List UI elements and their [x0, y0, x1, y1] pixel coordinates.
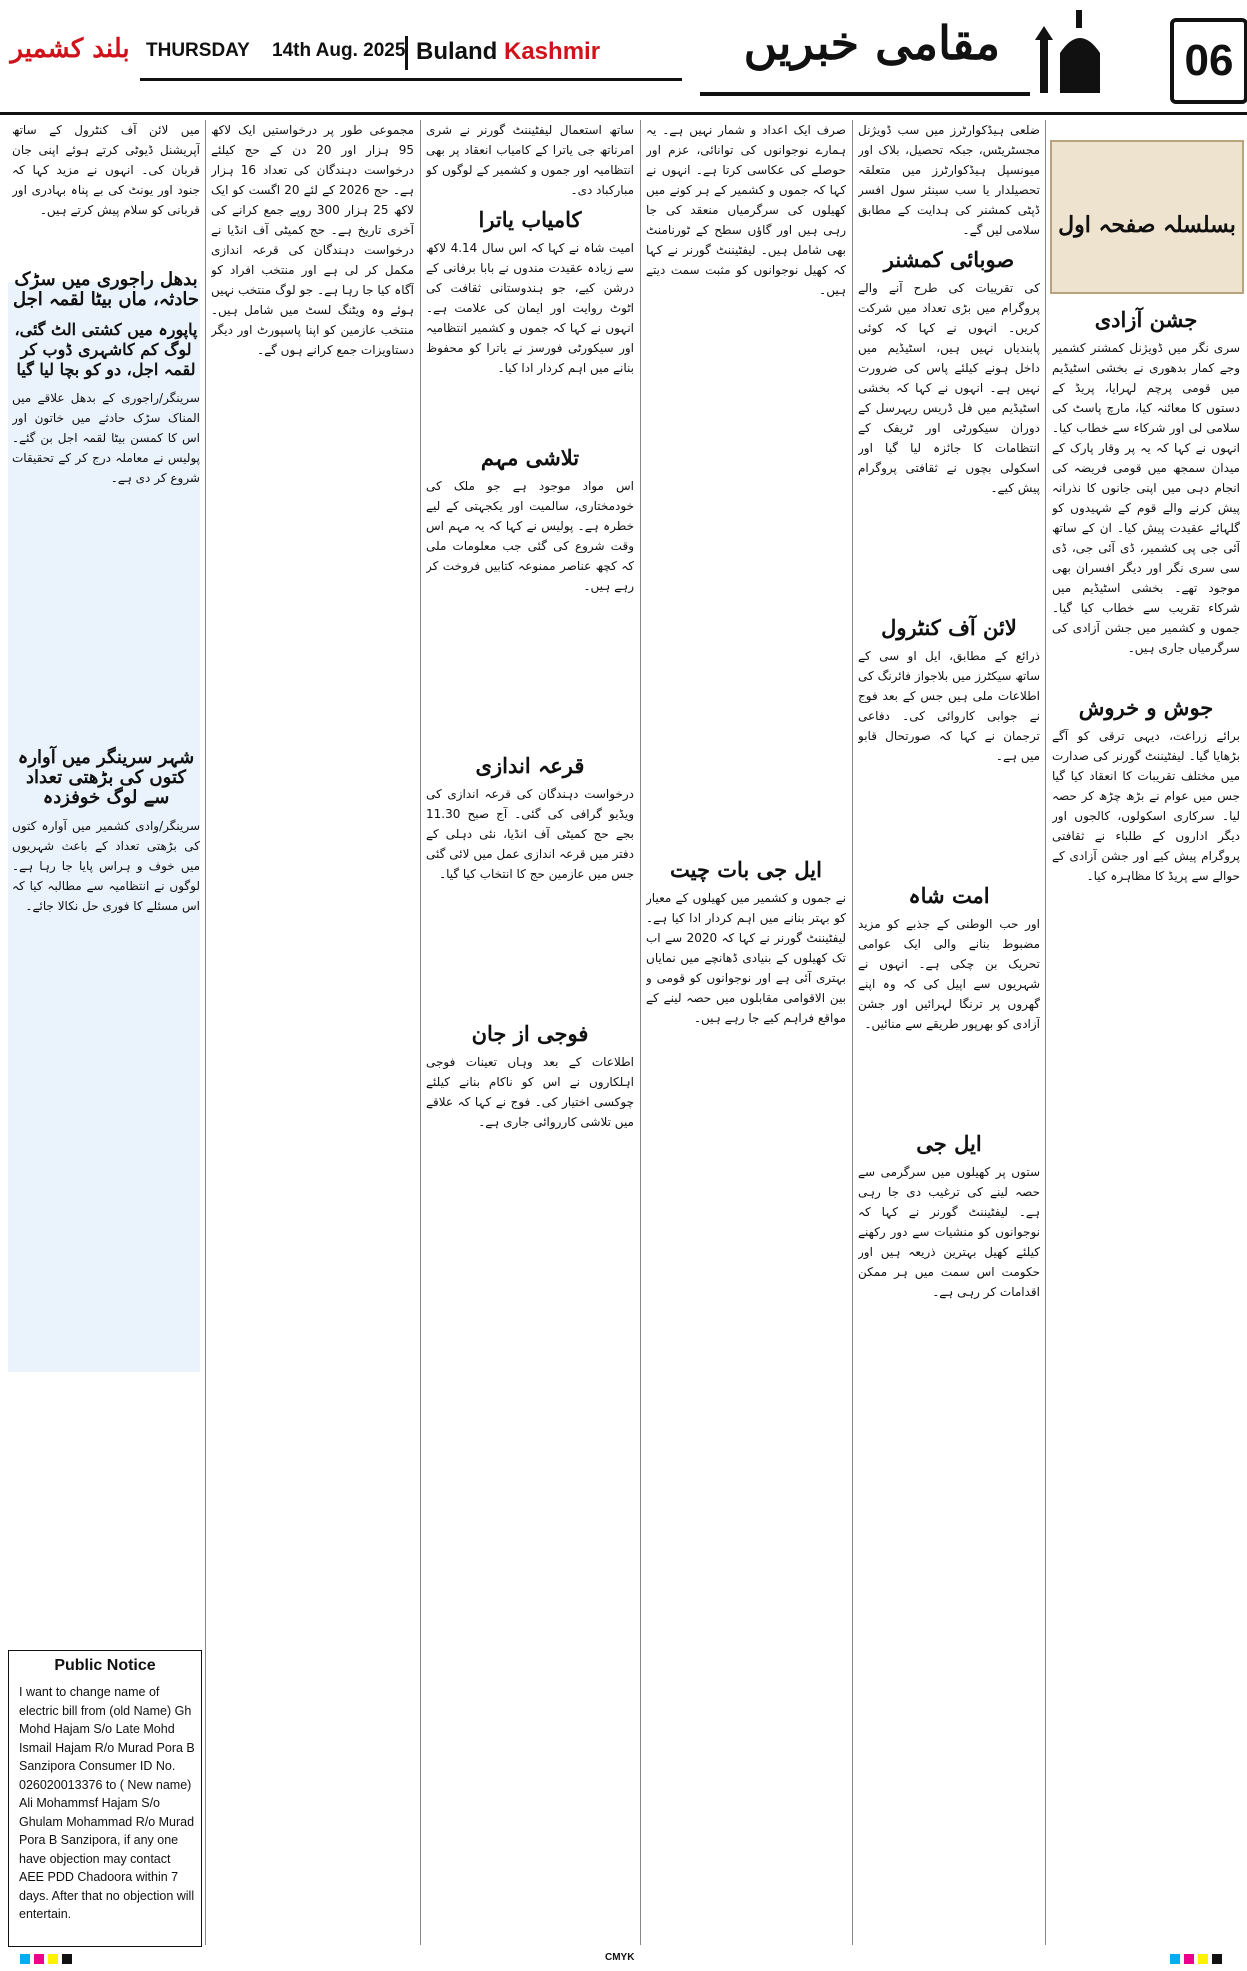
yellow-swatch [1198, 1954, 1208, 1964]
cyan-swatch [20, 1954, 30, 1964]
issue-date: 14th Aug. 2025 [272, 40, 406, 61]
headline-amit-shah: امت شاہ [908, 883, 990, 908]
public-notice-title: Public Notice [54, 1657, 156, 1674]
headline-fauji-jan: فوجی از جان [471, 1021, 589, 1046]
buland-kashmir-logo: بلند کشمیر [10, 34, 130, 64]
column-divider [1045, 120, 1046, 1945]
top-rule [0, 112, 1247, 115]
headline-boat-capsize: پاپورہ میں کشتی الٹ گئی، لوگ کم کاشہری ڈوب کر لقمہ اجل، دو کو بچا لیا گیا [14, 320, 198, 379]
continuation-banner [1050, 140, 1244, 294]
article-body: نے جموں و کشمیر میں کھیلوں کے معیار کو بہتر بنانے میں اہم کردار ادا کیا ہے۔ لیفٹیننٹ گورنر نے کہا کہ 2020 سے اب تک کھیلوں کے بنیادی ڈھانچے میں نمایاں بہتری آئی ہے اور نوجوانوں کو قومی و بین الاقوامی مقابلوں میں حصہ لینے کے مواقع فراہم کیے جا رہے ہیں۔ [646, 891, 846, 1025]
headline-lg: ایل جی [916, 1131, 982, 1156]
article-body: سری نگر میں ڈویژنل کمشنر کشمیر وجے کمار بدھوری نے بخشی اسٹیڈیم میں قومی پرچم لہرایا، پریڈ کے دستوں کا معائنہ کیا، مارچ پاسٹ کی سلامی لی اور شرکاء سے خطاب کیا۔ انہوں نے کہا کہ یہ پر وقار پارک کے میدان سمجھ میں قومی فریضہ کی انجام دہی میں اپنی جانوں کا نذرانہ پیش کرنے والے قوم کے شہیدوں کو گلہائے عقیدت پیش کیا۔ ان کے ساتھ آئی جی پی کشمیر، ڈی آئی جی، ڈی سی سری نگر اور دیگر افسران بھی موجود تھے۔ بخشی اسٹیڈیم میں شرکاء تقریب سے خطاب کیا گیا۔ جموں و کشمیر میں جشن آزادی کی سرگرمیاں جاری ہیں۔ [1052, 341, 1240, 655]
magenta-swatch [1184, 1954, 1194, 1964]
headline-qura-andazi: قرعہ اندازی [475, 753, 585, 778]
public-notice [8, 1650, 202, 1947]
article-body: ساتھ استعمال لیفٹیننٹ گورنر نے شری امرناتھ جی یاترا کے کامیاب انعقاد پر بھی انتظامیہ اور جموں و کشمیر کے لوگوں کو مبارکباد دی۔ [426, 123, 634, 197]
headline-jashn-azadi: جشن آزادی [1094, 307, 1198, 332]
divider [405, 36, 408, 70]
column-divider [640, 120, 641, 1945]
headline-loc: لائن آف کنٹرول [881, 615, 1017, 640]
article-body: مجموعی طور پر درخواستیں ایک لاکھ 95 ہزار اور 20 دن کے حج کیلئے درخواست دہندگان کی تعداد 16 ہزار ہے۔ حج 2026 کے لئے 20 اگست کو ایک لاکھ 25 ہزار 300 روپے جمع کرانے کی آخری تاریخ ہے۔ حج کمیٹی آف انڈیا نے درخواست دہندگان کی قرعہ اندازی مکمل کر لی ہے اور منتخب افراد کو آگاہ کیا جا رہا ہے۔ جو لوگ منتخب نہیں ہوئے وہ ویٹنگ لسٹ میں شامل ہیں۔ منتخب عازمین کو اپنا پاسپورٹ اور دیگر دستاویزات جمع کرانے ہوں گے۔ [211, 123, 414, 357]
article-body: درخواست دہندگان کی قرعہ اندازی کی ویڈیو گرافی کی گئی۔ آج صبح 11.30 بجے حج کمیٹی آف انڈیا، نئی دہلی کے دفتر میں قرعہ اندازی عمل میں لائی گئی جس میں عازمین حج کا انتخاب کیا گیا۔ [426, 787, 634, 881]
headline-subai-commissioner: صوبائی کمشنر [883, 247, 1015, 272]
article-body: ضلعی ہیڈکوارٹرز میں سب ڈویژنل مجسٹریٹس، جبکہ تحصیل، بلاک اور میونسپل ہیڈکوارٹرز میں متعلقہ تحصیلدار یا سب سینئر سول افسر ڈپٹی کمشنر کی ہدایت کے مطابق سلامی لیں گے۔ [858, 123, 1040, 237]
issue-day: THURSDAY [146, 40, 250, 61]
article-body: ستوں پر کھیلوں میں سرگرمی سے حصہ لینے کی ترغیب دی جا رہی ہے۔ لیفٹیننٹ گورنر نے کہا کہ نوجوانوں کو منشیات سے دور رکھنے کیلئے کھیل بہترین ذریعہ ہیں اور حکومت اس سمت میں ہر ممکن اقدامات کر رہی ہے۔ [858, 1165, 1040, 1299]
magenta-swatch [34, 1954, 44, 1964]
column-divider [205, 120, 206, 1945]
banner-label: بسلسلہ صفحہ اول [1058, 212, 1236, 238]
headline-budhal-accident: بدھل راجوری میں سڑک حادثہ، ماں بیٹا لقمہ اجل [12, 269, 200, 310]
headline-josh: جوش و خروش [1078, 695, 1214, 720]
article-body: میں لائن آف کنٹرول کے ساتھ آپریشنل ڈیوٹی کرتے ہوئے اپنی جان قربان کی۔ انہوں نے مزید کہا کہ جنود اور یونٹ کی بے پناہ بہادری اور قربانی کو سلام پیش کرتے ہیں۔ [12, 123, 200, 217]
cyan-swatch [1170, 1954, 1180, 1964]
header-rule [140, 78, 682, 81]
headline-stray-dogs: شہر سرینگر میں آوارہ کتوں کی بڑھتی تعداد سے لوگ خوفزدہ [17, 747, 195, 808]
paper-name [416, 38, 600, 66]
headline-talashi-muhim: تلاشی مہم [480, 445, 580, 470]
column-2 [12, 120, 200, 1640]
article-body: سرینگر/وادی کشمیر میں آوارہ کتوں کی بڑھتی تعداد کے باعث شہریوں میں خوف و ہراس پایا جا رہا ہے۔ لوگوں نے انتظامیہ سے مطالبہ کیا کہ اس مسئلے کا فوری حل نکالا جائے۔ [12, 819, 200, 913]
column-7 [1052, 300, 1240, 1940]
article-body: امیت شاہ نے کہا کہ اس سال 4.14 لاکھ سے زیادہ عقیدت مندوں نے بابا برفانی کے درشن کیے، جو ہندوستانی ثقافت کی اٹوٹ روایت اور ایمان کی علامت ہے۔ انہوں نے کہا کہ جموں و کشمیر انتظامیہ اور سیکورٹی فورسز نے یاترا کو محفوظ بنانے میں اہم کردار ادا کیا۔ [426, 241, 634, 375]
page-number: 06 [1170, 18, 1247, 104]
article-body: اطلاعات کے بعد وہاں تعینات فوجی اہلکاروں نے اس کو ناکام بنانے کیلئے چوکسی اختیار کی۔ فوج نے کہا کہ علاقے میں تلاشی کارروائی جاری ہے۔ [426, 1055, 634, 1129]
black-swatch [62, 1954, 72, 1964]
article-body: کی تقریبات کی طرح آنے والے پروگرام میں بڑی تعداد میں شرکت کریں۔ انہوں نے کہا کہ کوئی پابندیاں نہیں ہیں، اسٹیڈیم میں داخل ہونے کیلئے پاس کی ضرورت نہیں ہے۔ انہوں نے کہا کہ بخشی اسٹیڈیم میں فل ڈریس ریہرسل کے دوران سیکورٹی اور ٹریفک کے انتظامات کا جائزہ لیا گیا اور اسکولی بچوں نے ثقافتی پروگرام پیش کیے۔ [858, 281, 1040, 495]
black-swatch [1212, 1954, 1222, 1964]
yellow-swatch [48, 1954, 58, 1964]
article-body: برائے زراعت، دیہی ترقی کو آگے بڑھایا گیا۔ لیفٹیننٹ گورنر کی صدارت میں مختلف تقریبات کا انعقاد کیا گیا جس میں عوام نے بڑھ چڑھ کر حصہ لیا۔ سرکاری اسکولوں، کالجوں اور دیگر اداروں کے طلباء نے ثقافتی پروگرام پیش کیے اور جشن آزادی کے حوالے سے پریڈ کا مظاہرہ کیا۔ [1052, 729, 1240, 883]
headline-lg-baat-cheet: ایل جی بات چیت [670, 857, 822, 882]
paper-name-part2: Kashmir [504, 38, 601, 65]
column-6 [858, 120, 1040, 1940]
paper-name-part1: Buland [416, 38, 498, 65]
column-4 [426, 120, 634, 1940]
article-body: صرف ایک اعداد و شمار نہیں ہے۔ یہ ہمارے نوجوانوں کی توانائی، عزم اور حوصلے کی عکاسی کرتا ہے۔ انہوں نے کہا کہ جموں و کشمیر کے ہر کونے میں کھیلوں کی سرگرمیاں منعقد کی جا رہی ہیں اور گاؤں سطح کے ٹورنامنٹ بھی شامل ہیں۔ لیفٹیننٹ گورنر نے کہا کہ کھیل نوجوانوں کو مثبت سمت دیتے ہیں۔ [646, 123, 846, 297]
headline-kamyab-yatra: کامیاب یاترا [478, 207, 582, 232]
print-color-bar [0, 1950, 1247, 1971]
public-notice-body: I want to change name of electric bill from (old Name) Gh Mohd Hajam S/o Late Mohd Ismail Hajam R/o Murad Pora B Sanzipora Consumer ID No. 026020013376 to ( New name) Ali Mohammsf Hajam S/o Ghulam Mohammad R/o Murad Pora B Sanzipora, if any one have objection may contact AEE PDD Chadoora within 7 days. After that no objection will entertain. [19, 1685, 195, 1921]
column-divider [420, 120, 421, 1945]
column-divider [852, 120, 853, 1945]
column-3 [211, 120, 414, 1940]
article-body: ذرائع کے مطابق، ایل او سی کے ساتھ سیکٹرز میں بلاجواز فائرنگ کی اطلاعات ملی ہیں جس کے بعد فوج نے جوابی کاروائی کی۔ دفاعی ترجمان نے کہا کہ صورتحال قابو میں ہے۔ [858, 649, 1040, 763]
section-title [700, 8, 1120, 103]
article-body: اور حب الوطنی کے جذبے کو مزید مضبوط بنانے والی ایک عوامی تحریک بن چکی ہے۔ انہوں نے شہریوں سے اپیل کی کہ وہ اپنے گھروں پر ترنگا لہرائیں اور جشن آزادی کو بھرپور طریقے سے منائیں۔ [858, 917, 1040, 1031]
section-title-text: مقامی خبریں [743, 16, 1000, 70]
column-5 [646, 120, 846, 1940]
cmyk-label: CMYK [605, 1952, 635, 1963]
article-body: اس مواد موجود ہے جو ملک کی خودمختاری، سالمیت اور یکجہتی کے لیے خطرہ ہے۔ پولیس نے کہا کہ یہ مہم اس وقت شروع کی گئی جب معلومات ملی کہ کچھ عناصر ممنوعہ کتابیں فروخت کر رہے ہیں۔ [426, 479, 634, 593]
article-body: سرینگر/راجوری کے بدھل علاقے میں المناک سڑک حادثے میں خاتون اور اس کا کمسن بیٹا لقمہ اجل بن گئے۔ پولیس نے معاملہ درج کر کے تحقیقات شروع کر دی ہے۔ [12, 391, 200, 485]
masthead [0, 0, 1247, 118]
